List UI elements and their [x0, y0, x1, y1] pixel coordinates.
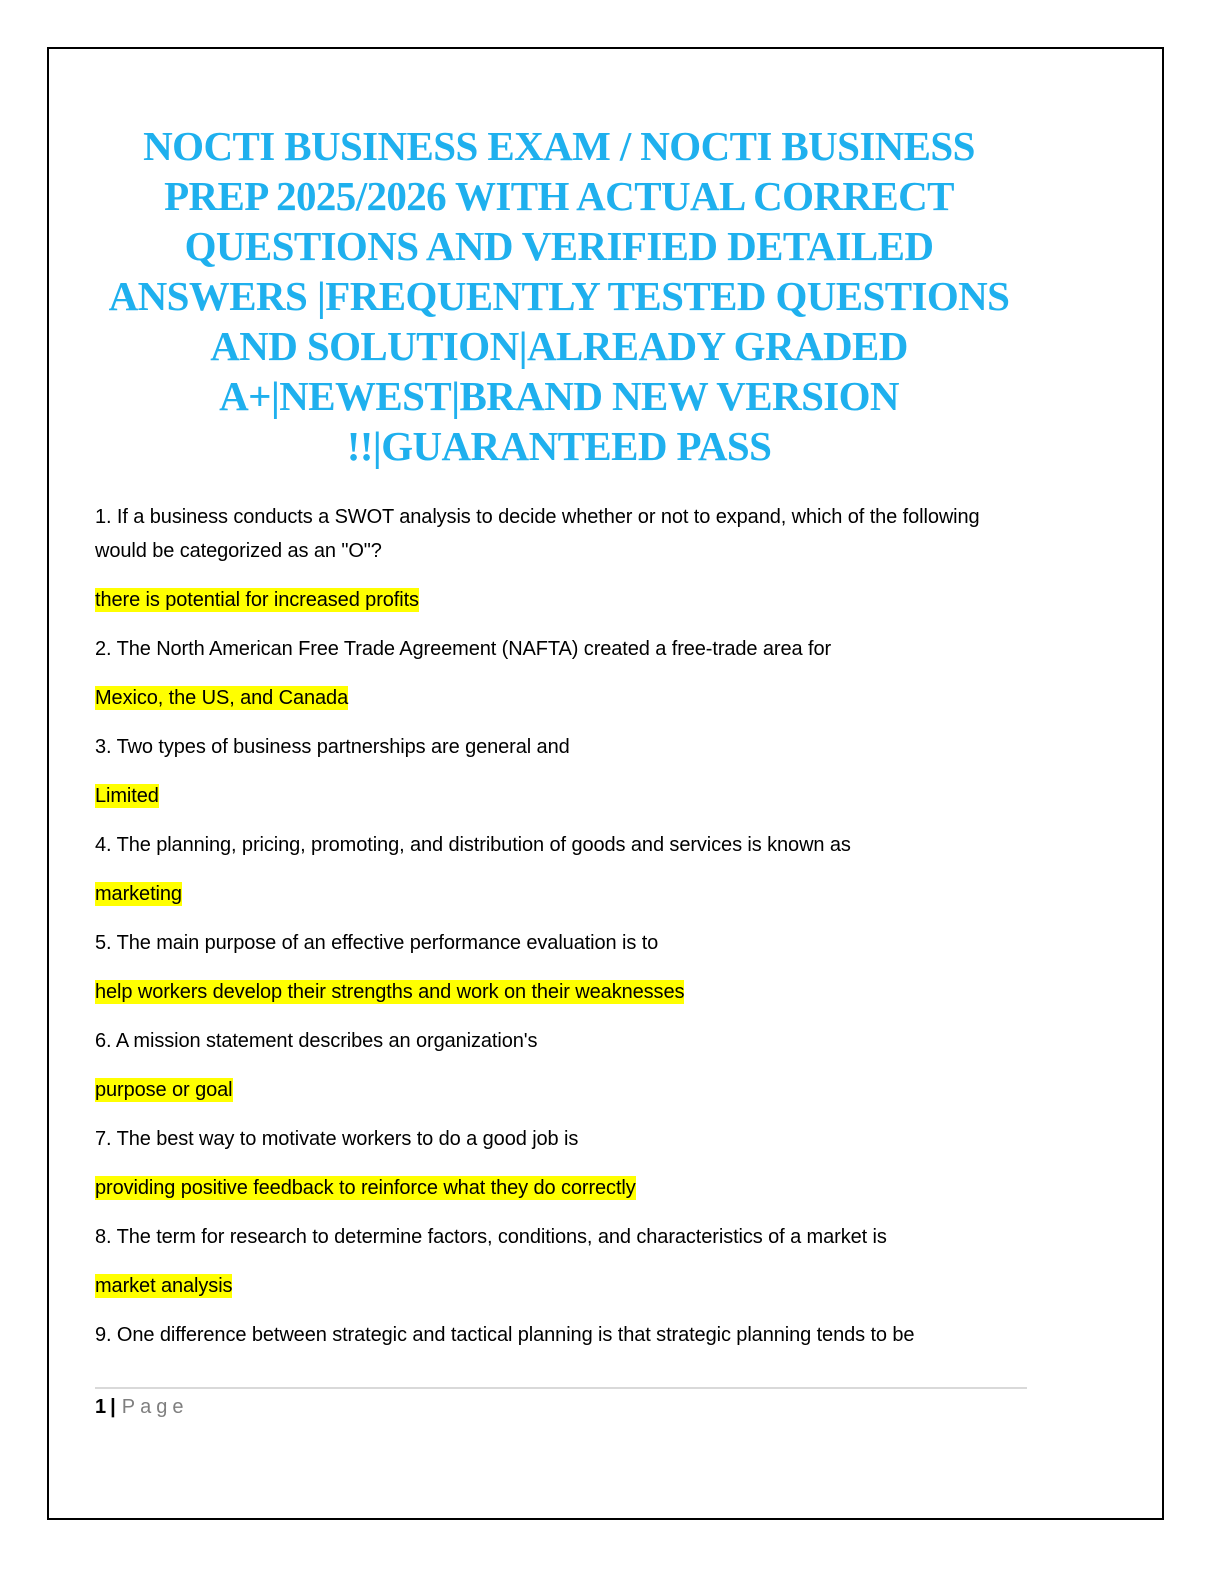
question-5: 5. The main purpose of an effective performance evaluation is to	[95, 932, 659, 954]
question-6: 6. A mission statement describes an organization's	[95, 1030, 538, 1052]
answer-1-text: there is potential for increased profits	[95, 589, 419, 611]
question-4: 4. The planning, pricing, promoting, and distribution of goods and services is known as	[95, 834, 851, 856]
answer-8	[95, 1269, 1025, 1303]
qa-list	[95, 500, 1025, 1352]
question-8: 8. The term for research to determine factors, conditions, and characteristics of a market is	[95, 1226, 887, 1248]
answer-4	[95, 877, 1025, 911]
answer-7-text: providing positive feedback to reinforce what they do correctly	[95, 1177, 636, 1199]
answer-1	[95, 583, 1025, 617]
answer-3	[95, 779, 1025, 813]
footer-separator: |	[110, 1396, 116, 1418]
footer-divider	[95, 1387, 1027, 1389]
answer-2-text: Mexico, the US, and Canada	[95, 687, 349, 709]
answer-6-text: purpose or goal	[95, 1079, 233, 1101]
answer-8-text: market analysis	[95, 1275, 233, 1297]
page-footer	[95, 1393, 188, 1421]
answer-4-text: marketing	[95, 883, 182, 905]
question-3: 3. Two types of business partnerships are general and	[95, 736, 570, 758]
answer-5	[95, 975, 1025, 1009]
answer-3-text: Limited	[95, 785, 159, 807]
answer-5-text: help workers develop their strengths and work on their weaknesses	[95, 981, 685, 1003]
document-title: NOCTI BUSINESS EXAM / NOCTI BUSINESS PREP 2025/2026 WITH ACTUAL CORRECT QUESTIONS AND VERIFIED DETAILED ANSWERS |FREQUENTLY TESTED QUESTIONS AND SOLUTION|ALREADY GRADED A+|NEWEST|BRAND NEW VERSION !!|GUARANTEED PASS	[108, 123, 1010, 469]
question-2: 2. The North American Free Trade Agreement (NAFTA) created a free-trade area for	[95, 638, 832, 660]
answer-2	[95, 681, 1025, 715]
page-number: 1	[95, 1396, 107, 1418]
answer-6	[95, 1073, 1025, 1107]
answer-7	[95, 1171, 1025, 1205]
page-label: Page	[121, 1396, 189, 1418]
question-7: 7. The best way to motivate workers to do a good job is	[95, 1128, 579, 1150]
question-9: 9. One difference between strategic and tactical planning is that strategic planning tends to be	[95, 1324, 915, 1346]
question-1: 1. If a business conducts a SWOT analysis to decide whether or not to expand, which of the following would be categorized as an "O"?	[95, 506, 980, 562]
